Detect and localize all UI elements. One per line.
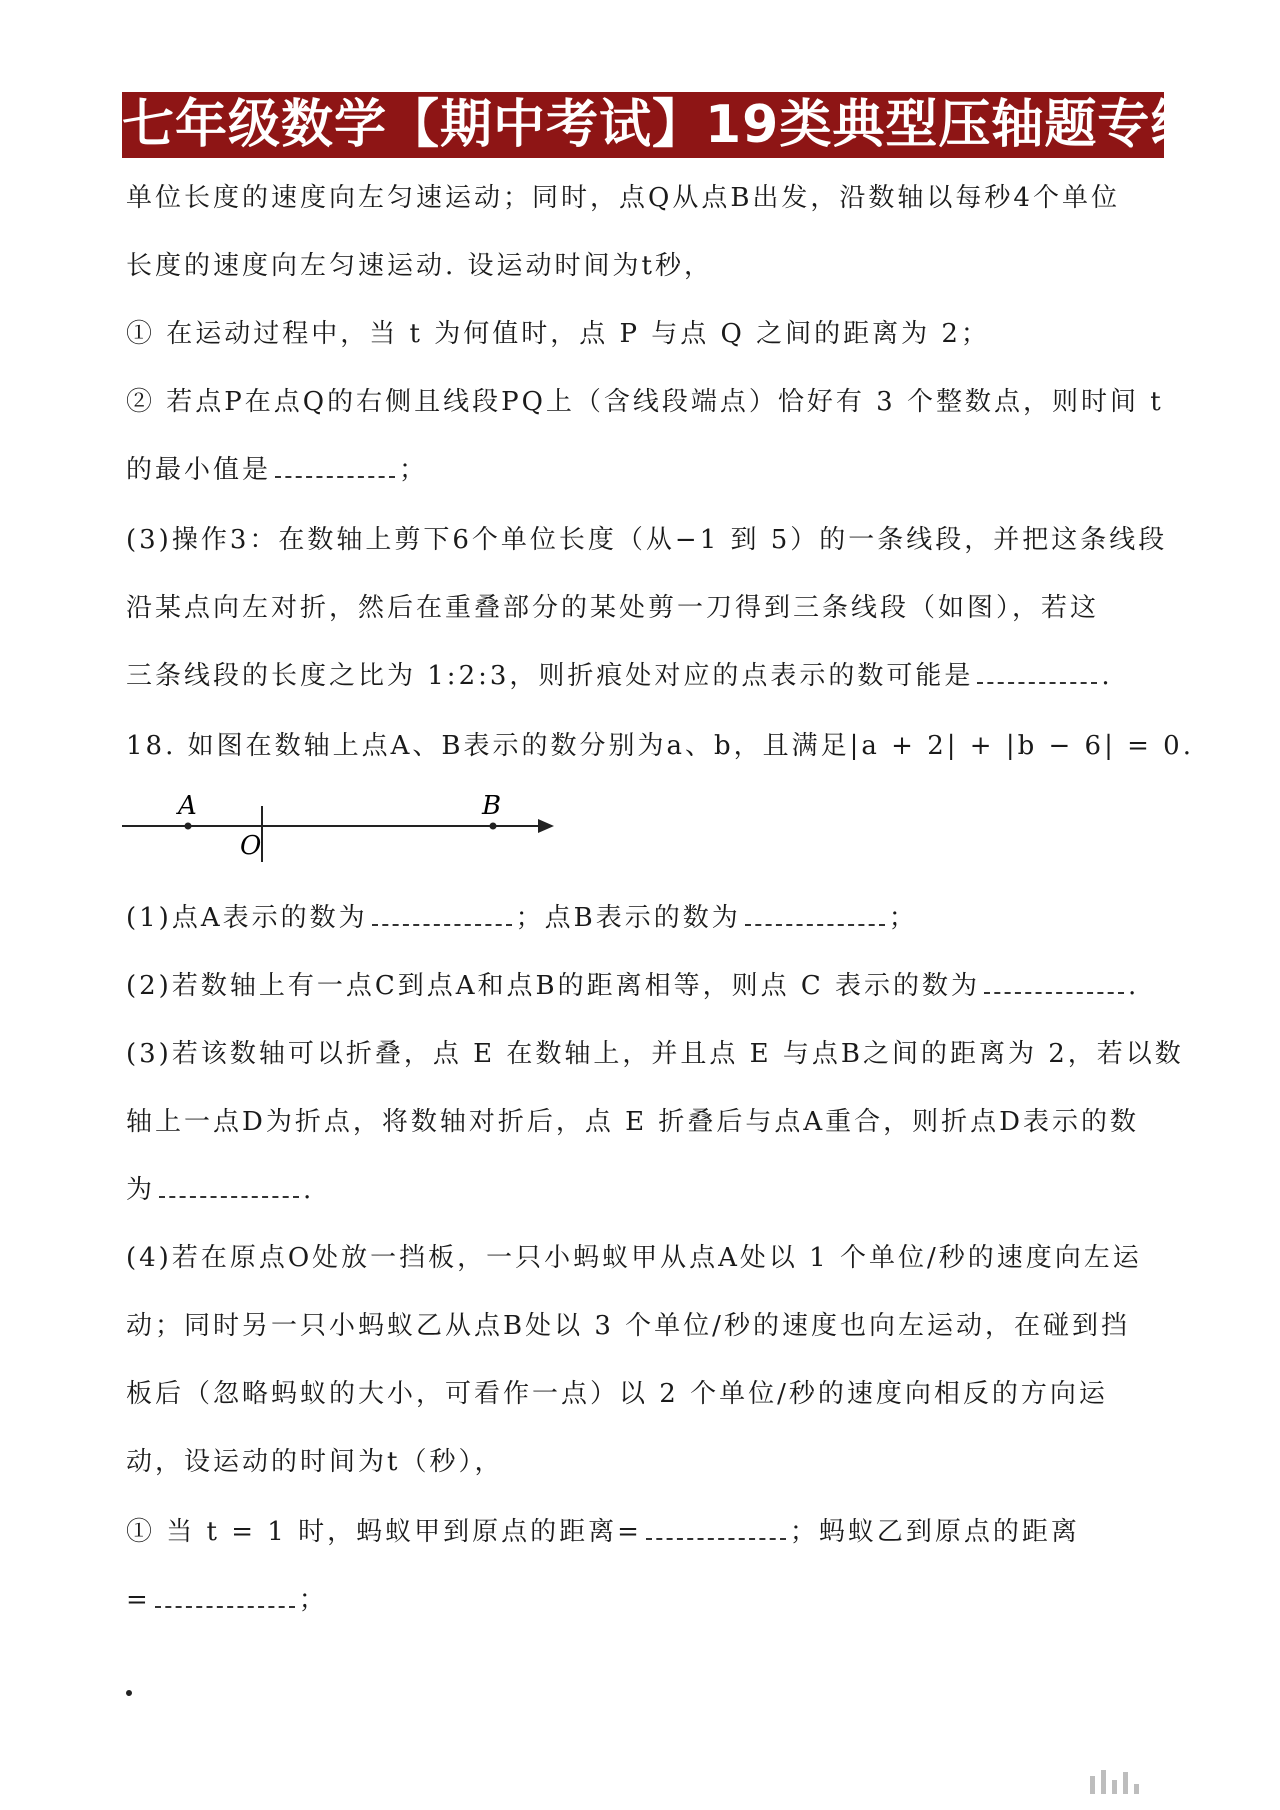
- text-line: 单位长度的速度向左匀速运动；同时，点Q从点B出发，沿数轴以每秒4个单位: [126, 183, 1120, 213]
- point-a-dot: [185, 823, 192, 830]
- line-text: ；蚂蚁乙到原点的距离: [789, 1517, 1080, 1547]
- text-line: [126, 450, 1166, 490]
- label-b: B: [482, 791, 502, 821]
- text-line: ① 在运动过程中，当 t 为何值时，点 P 与点 Q 之间的距离为 2；: [126, 319, 990, 349]
- answer-blank[interactable]: [977, 662, 1097, 684]
- page-title: 七年级数学【期中考试】19类典型压轴题专练: [122, 92, 1164, 158]
- line-text: ；点B表示的数为: [515, 903, 741, 933]
- line-text: (2)若数轴上有一点C到点A和点B的距离相等，则点 C 表示的数为: [126, 971, 981, 1001]
- line-text: ；: [399, 455, 429, 485]
- watermark-icon: [1090, 1770, 1139, 1794]
- text-line: [126, 898, 1166, 938]
- number-line-figure: [118, 786, 558, 866]
- text-line: 长度的速度向左匀速运动. 设运动时间为t秒，: [126, 251, 713, 281]
- label-o: O: [240, 831, 262, 861]
- answer-blank-ant-a[interactable]: [646, 1518, 786, 1540]
- line-text: (1)点A表示的数为: [126, 903, 368, 933]
- text-line: (3)操作3：在数轴上剪下6个单位长度（从−1 到 5）的一条线段，并把这条线段: [126, 525, 1168, 555]
- label-a: A: [178, 791, 197, 821]
- line-text: ；: [298, 1585, 328, 1615]
- text-line: [126, 1580, 1166, 1620]
- text-line: [126, 1170, 1166, 1210]
- line-text: 为: [126, 1175, 156, 1205]
- answer-blank-b[interactable]: [745, 904, 885, 926]
- text-line: [126, 1512, 1166, 1552]
- line-text: .: [1101, 661, 1113, 691]
- text-line: ② 若点P在点Q的右侧且线段PQ上（含线段端点）恰好有 3 个整数点，则时间 t: [126, 387, 1164, 417]
- line-text: .: [303, 1175, 315, 1205]
- text-line: [126, 966, 1166, 1006]
- text-line: [126, 656, 1166, 696]
- answer-blank-a[interactable]: [372, 904, 512, 926]
- answer-blank-d[interactable]: [159, 1176, 299, 1198]
- answer-blank-ant-b[interactable]: [155, 1586, 295, 1608]
- line-text: 的最小值是: [126, 455, 272, 485]
- text-line: 动，设运动的时间为t（秒），: [126, 1447, 504, 1477]
- text-line: 板后（忽略蚂蚁的大小，可看作一点）以 2 个单位/秒的速度向相反的方向运: [126, 1379, 1108, 1409]
- text-line: (4)若在原点O处放一挡板，一只小蚂蚁甲从点A处以 1 个单位/秒的速度向左运: [126, 1243, 1142, 1273]
- point-b-dot: [490, 823, 497, 830]
- text-line: 沿某点向左对折，然后在重叠部分的某处剪一刀得到三条线段（如图），若这: [126, 593, 1100, 623]
- text-line: 轴上一点D为折点，将数轴对折后，点 E 折叠后与点A重合，则折点D表示的数: [126, 1107, 1139, 1137]
- answer-blank-c[interactable]: [984, 972, 1124, 994]
- stray-dot: [126, 1690, 132, 1696]
- line-text: ；: [888, 903, 918, 933]
- answer-blank[interactable]: [275, 456, 395, 478]
- text-line: 动；同时另一只小蚂蚁乙从点B处以 3 个单位/秒的速度也向左运动，在碰到挡: [126, 1311, 1130, 1341]
- question-18: 18. 如图在数轴上点A、B表示的数分别为a、b，且满足|a + 2| + |b − 6| = 0.: [126, 731, 1194, 761]
- line-text: ① 当 t = 1 时，蚂蚁甲到原点的距离=: [126, 1517, 642, 1547]
- arrow-right-icon: [538, 819, 554, 833]
- line-text: 三条线段的长度之比为 1:2:3，则折痕处对应的点表示的数可能是: [126, 661, 974, 691]
- text-line: (3)若该数轴可以折叠，点 E 在数轴上，并且点 E 与点B之间的距离为 2，若以数: [126, 1039, 1184, 1069]
- line-text: .: [1128, 971, 1140, 1001]
- line-text: =: [126, 1585, 151, 1615]
